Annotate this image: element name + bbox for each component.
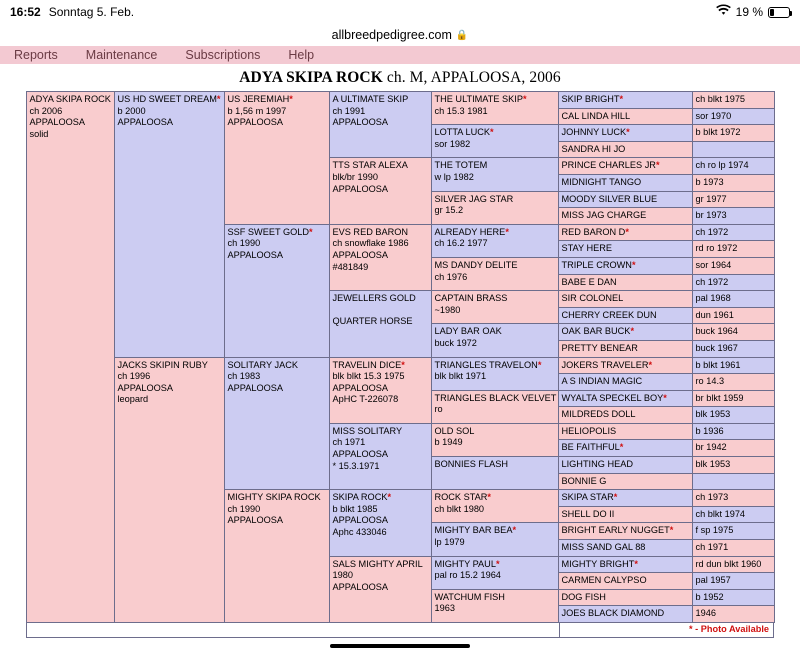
gen7-cell[interactable] [692, 556, 774, 573]
horse-detail-line: ch 1972 [695, 276, 729, 287]
horse-name[interactable]: MISS SOLITARY [332, 425, 403, 436]
horse-name[interactable]: SILVER JAG STAR [434, 193, 514, 204]
horse-name[interactable]: JEWELLERS GOLD [332, 293, 416, 304]
gen5-cell[interactable] [431, 357, 558, 390]
gen5-cell[interactable] [431, 125, 558, 158]
horse-detail-line: gr 1977 [695, 193, 727, 204]
horse-detail-line: ApHC T-226078 [332, 394, 399, 405]
gen5-cell[interactable] [431, 523, 558, 556]
status-time: 16:52 [10, 5, 41, 19]
horse-detail-line: b blkt 1961 [695, 359, 741, 370]
horse-detail-line: sor 1964 [695, 259, 732, 270]
horse-detail-line: b blkt 1972 [695, 127, 741, 138]
photo-available-star: * [655, 160, 660, 171]
gen6-cell[interactable] [558, 224, 692, 241]
gen6-cell[interactable] [558, 556, 692, 573]
gen6-cell[interactable] [558, 324, 692, 341]
horse-detail-line: APPALOOSA [332, 249, 388, 260]
nav-item-subscriptions[interactable]: Subscriptions [185, 48, 261, 62]
horse-detail-line: ro 14.3 [695, 376, 725, 387]
horse-detail-line: ch blkt 1974 [695, 508, 746, 519]
horse-detail-line [435, 471, 555, 482]
horse-detail-line: rd ro 1972 [695, 243, 738, 254]
gen6-cell[interactable] [558, 257, 692, 274]
horse-detail-line: ch 1990 [227, 503, 261, 514]
horse-detail-line: b 2000 [117, 105, 146, 116]
horse-detail-line: w lp 1982 [434, 171, 474, 182]
gen6-cell[interactable] [558, 440, 692, 457]
gen4-cell[interactable] [329, 291, 431, 357]
gen7-cell[interactable] [692, 523, 774, 540]
photo-available-star: * [625, 226, 629, 237]
horse-name[interactable]: US HD SWEET DREAM* [117, 94, 221, 104]
gen7-cell[interactable] [692, 241, 774, 258]
horse-detail-line: APPALOOSA [117, 117, 173, 128]
gen7-cell[interactable] [692, 108, 774, 125]
horse-detail-line: lp 1979 [434, 537, 465, 548]
gen6-cell[interactable] [558, 490, 692, 507]
photo-available-star: * [512, 525, 517, 536]
gen6-cell[interactable] [558, 208, 692, 225]
horse-detail-line: APPALOOSA [29, 117, 85, 128]
horse-name[interactable]: BONNIE G [561, 475, 607, 486]
gen7-cell[interactable] [692, 506, 774, 523]
horse-detail-line: leopard [117, 394, 149, 405]
horse-name[interactable]: MIDNIGHT TANGO [561, 176, 642, 187]
gen7-cell[interactable] [692, 174, 774, 191]
gen7-cell[interactable] [692, 374, 774, 391]
horse-name[interactable]: ALREADY HERE* [434, 226, 509, 237]
horse-name[interactable]: TRIANGLES BLACK VELVET [434, 392, 557, 403]
horse-detail-line: br blkt 1959 [695, 392, 744, 403]
gen6-cell[interactable] [558, 573, 692, 590]
gen6-cell[interactable] [558, 92, 692, 109]
gen6-cell[interactable] [558, 540, 692, 557]
horse-name[interactable]: SKIP BRIGHT* [561, 94, 624, 104]
gen4-cell[interactable] [329, 556, 431, 622]
horse-name[interactable]: SOLITARY JACK [227, 359, 298, 370]
horse-name[interactable]: MOODY SILVER BLUE [561, 193, 658, 204]
gen7-cell[interactable] [692, 158, 774, 175]
horse-detail-line: ch 1972 [695, 226, 729, 237]
subject-cell[interactable] [26, 92, 114, 623]
gen6-cell[interactable] [558, 473, 692, 490]
horse-detail-line: APPALOOSA [332, 515, 388, 526]
gen4-cell[interactable] [329, 490, 431, 556]
gen5-cell[interactable] [431, 457, 558, 490]
horse-detail-line: ch 1971 [695, 542, 729, 553]
horse-detail-line: APPALOOSA [117, 382, 173, 393]
gen7-cell[interactable] [692, 357, 774, 374]
gen6-cell[interactable] [558, 407, 692, 424]
gen4-cell[interactable] [329, 158, 431, 224]
gen6-cell[interactable] [558, 589, 692, 606]
horse-detail-line: pal ro 15.2 1964 [434, 570, 501, 581]
horse-detail-line: b blkt 1985 [332, 503, 378, 514]
horse-detail-line: blk blkt 15.3 1975 [332, 371, 405, 382]
horse-detail-line: solid [29, 128, 49, 139]
gen6-cell[interactable] [558, 274, 692, 291]
horse-detail-line: sor 1970 [695, 110, 732, 121]
horse-detail-line: APPALOOSA [227, 515, 283, 526]
horse-detail-line: 1980 [332, 570, 353, 581]
gen7-cell[interactable] [692, 125, 774, 142]
horse-detail-line: ch 1976 [434, 271, 468, 282]
pedigree-footer [26, 623, 774, 638]
horse-detail-line: pal 1957 [695, 575, 731, 586]
gen2-cell[interactable] [114, 92, 224, 358]
photo-available-star: * [289, 94, 293, 104]
horse-detail-line: sor 1982 [434, 138, 471, 149]
horse-name[interactable]: MISS SAND GAL 88 [561, 542, 646, 553]
photo-available-star: * [487, 492, 491, 503]
gen6-cell[interactable] [558, 307, 692, 324]
gen6-cell[interactable] [558, 390, 692, 407]
gen7-cell[interactable] [692, 307, 774, 324]
horse-detail-line: ch 1983 [227, 371, 261, 382]
photo-available-star: * [631, 259, 636, 270]
horse-detail-line: b 1949 [434, 437, 463, 448]
horse-name[interactable]: MIGHTY BRIGHT* [561, 558, 638, 569]
horse-name[interactable]: ROCK STAR* [434, 492, 491, 503]
horse-name[interactable]: SALS MIGHTY APRIL [332, 558, 423, 569]
gen3-cell[interactable] [224, 490, 329, 623]
horse-name[interactable]: SSF SWEET GOLD* [227, 226, 313, 237]
gen7-cell[interactable] [692, 423, 774, 440]
gen5-cell[interactable] [431, 423, 558, 456]
horse-name[interactable]: BONNIES FLASH [434, 459, 509, 470]
gen5-cell[interactable] [431, 158, 558, 191]
status-bar [0, 0, 800, 24]
browser-address-bar[interactable] [0, 24, 800, 46]
pedigree-table [26, 91, 775, 623]
horse-detail-line: pal 1968 [695, 293, 731, 304]
subject-horse-name[interactable]: ADYA SKIPA ROCK [29, 94, 111, 104]
horse-name[interactable]: TRAVELIN DICE* [332, 359, 405, 370]
horse-detail-line: APPALOOSA [332, 382, 388, 393]
gen5-cell[interactable] [431, 490, 558, 523]
horse-detail-line: * 15.3.1971 [332, 460, 380, 471]
gen7-cell[interactable] [692, 606, 774, 623]
gen6-cell[interactable] [558, 241, 692, 258]
wifi-icon [716, 5, 731, 19]
horse-detail-line: ch 1990 [227, 238, 261, 249]
horse-detail-line: ch snowflake 1986 [332, 238, 409, 249]
gen6-cell[interactable] [558, 191, 692, 208]
photo-available-star: * [648, 359, 653, 370]
horse-name[interactable]: STAY HERE [561, 243, 613, 254]
gen7-cell[interactable] [692, 490, 774, 507]
horse-name[interactable]: BE FAITHFUL* [561, 442, 624, 453]
horse-name[interactable]: THE TOTEM [434, 160, 488, 171]
gen7-cell[interactable] [692, 291, 774, 308]
horse-detail-line: ch 1971 [332, 437, 366, 448]
horse-name[interactable]: WATCHUM FISH [434, 591, 505, 602]
horse-detail-line: buck 1967 [695, 342, 738, 353]
horse-name[interactable]: JOKERS TRAVELER* [561, 359, 653, 370]
photo-available-star: * [619, 94, 624, 104]
horse-name[interactable]: SKIPA ROCK* [332, 492, 392, 503]
photo-available-star: * [505, 226, 509, 237]
gen6-cell[interactable] [558, 141, 692, 158]
gen7-cell[interactable] [692, 274, 774, 291]
gen7-cell[interactable] [692, 324, 774, 341]
horse-detail-line: dun 1961 [695, 309, 734, 320]
status-date: Sonntag 5. Feb. [48, 5, 135, 19]
gen3-cell[interactable] [224, 357, 329, 490]
horse-name[interactable]: JOHNNY LUCK* [561, 127, 630, 138]
horse-name[interactable]: WYALTA SPECKEL BOY* [561, 392, 667, 403]
horse-name[interactable]: HELIOPOLIS [561, 425, 617, 436]
photo-available-star: * [630, 326, 635, 337]
site-nav-bar[interactable] [0, 46, 800, 64]
battery-icon [768, 7, 790, 18]
horse-name[interactable]: LADY BAR OAK [434, 326, 502, 337]
horse-detail-line: APPALOOSA [227, 249, 283, 260]
gen4-cell[interactable] [329, 423, 431, 489]
gen6-cell[interactable] [558, 606, 692, 623]
gen7-cell[interactable] [692, 257, 774, 274]
horse-detail-line: ch 1996 [117, 371, 151, 382]
horse-detail-line: ch 1991 [332, 105, 366, 116]
horse-name[interactable]: SIR COLONEL [561, 293, 624, 304]
horse-detail-line: QUARTER HORSE [332, 315, 413, 326]
horse-name[interactable]: MIGHTY PAUL* [434, 558, 500, 569]
horse-name[interactable]: THE ULTIMATE SKIP* [434, 94, 527, 104]
nav-item-help[interactable]: Help [288, 48, 315, 62]
photo-available-star: * [537, 359, 542, 370]
gen3-cell[interactable] [224, 224, 329, 357]
gen5-cell[interactable] [431, 390, 558, 423]
horse-name[interactable]: TTS STAR ALEXA [332, 160, 408, 171]
gen3-cell[interactable] [224, 92, 329, 225]
gen7-cell[interactable] [692, 589, 774, 606]
gen5-cell[interactable] [431, 257, 558, 290]
photo-available-star: * [619, 442, 624, 453]
horse-detail-line: APPALOOSA [332, 183, 388, 194]
horse-name[interactable]: LIGHTING HEAD [561, 459, 633, 470]
footer-left-blank [27, 623, 560, 637]
horse-name[interactable]: CAL LINDA HILL [561, 110, 631, 121]
horse-detail-line: f sp 1975 [695, 525, 734, 536]
horse-name[interactable]: BRIGHT EARLY NUGGET* [561, 525, 674, 536]
horse-name[interactable]: BABE E DAN [561, 276, 617, 287]
photo-available-star: * [489, 127, 494, 138]
horse-detail-line: ch 15.3 1981 [434, 105, 488, 116]
gen5-cell[interactable] [431, 92, 558, 125]
horse-name[interactable]: OAK BAR BUCK* [561, 326, 635, 337]
horse-detail-line: gr 15.2 [434, 205, 464, 216]
photo-available-note: * - Photo Available [689, 624, 769, 634]
horse-detail-line [333, 305, 428, 316]
horse-detail-line: Aphc 433046 [332, 527, 387, 538]
gen6-cell[interactable] [558, 108, 692, 125]
photo-available-star: * [522, 94, 527, 104]
gen5-cell[interactable] [431, 589, 558, 622]
horse-detail-line: ~1980 [434, 304, 461, 315]
horse-detail-line: ch 2006 [29, 105, 63, 116]
horse-detail-line: blk/br 1990 [332, 171, 378, 182]
gen7-cell[interactable] [692, 407, 774, 424]
horse-name[interactable]: DOG FISH [561, 591, 606, 602]
gen7-cell[interactable] [692, 457, 774, 474]
horse-detail-line: rd dun blkt 1960 [695, 558, 762, 569]
horse-detail-line: ch 16.2 1977 [434, 238, 488, 249]
gen6-cell[interactable] [558, 158, 692, 175]
horse-detail-line: ch 1973 [695, 492, 729, 503]
horse-detail-line: blk blkt 1971 [434, 371, 487, 382]
horse-detail-line: br 1973 [695, 210, 727, 221]
horse-detail-line: APPALOOSA [227, 117, 283, 128]
horse-detail-line: ro [434, 404, 443, 415]
horse-detail-line: b 1,56 m 1997 [227, 105, 287, 116]
horse-name[interactable]: PRINCE CHARLES JR* [561, 160, 660, 171]
horse-detail-line: ch ro lp 1974 [695, 160, 749, 171]
horse-name[interactable]: SHELL DO II [561, 508, 615, 519]
page-title-detail: ch. M, APPALOOSA, 2006 [386, 69, 561, 86]
gen6-cell[interactable] [558, 457, 692, 474]
horse-name[interactable]: SKIPA STAR* [561, 492, 618, 503]
horse-name[interactable]: RED BARON D* [561, 226, 629, 237]
horse-detail-line: blk 1953 [695, 459, 731, 470]
horse-name[interactable]: A ULTIMATE SKIP [332, 94, 409, 104]
horse-name[interactable]: JOES BLACK DIAMOND [561, 608, 665, 619]
gen7-cell[interactable] [692, 141, 774, 158]
nav-item-maintenance[interactable]: Maintenance [85, 48, 158, 62]
photo-available-star: * [663, 392, 667, 403]
gen7-cell[interactable] [692, 540, 774, 557]
horse-name[interactable]: EVS RED BARON [332, 226, 409, 237]
horse-detail-line: blk 1953 [695, 409, 731, 420]
horse-name[interactable]: CARMEN CALYPSO [561, 575, 647, 586]
gen7-cell[interactable] [692, 573, 774, 590]
photo-available-star: * [309, 226, 313, 237]
horse-name[interactable]: TRIPLE CROWN* [561, 259, 636, 270]
gen5-cell[interactable] [431, 556, 558, 589]
horse-detail-line: APPALOOSA [227, 382, 283, 393]
horse-detail-line: ch blkt 1975 [695, 94, 746, 104]
gen7-cell[interactable] [692, 440, 774, 457]
horse-detail-line: 1946 [695, 608, 716, 619]
horse-name[interactable]: JACKS SKIPIN RUBY [117, 359, 208, 370]
photo-available-star: * [626, 127, 630, 138]
horse-detail-line: APPALOOSA [332, 449, 388, 460]
horse-detail-line: buck 1972 [434, 337, 477, 348]
photo-available-star: * [387, 492, 392, 503]
horse-name[interactable]: US JEREMIAH* [227, 94, 293, 104]
photo-available-star: * [634, 558, 638, 569]
horse-name[interactable]: MILDREDS DOLL [561, 409, 636, 420]
gen6-cell[interactable] [558, 340, 692, 357]
horse-name[interactable]: TRIANGLES TRAVELON* [434, 359, 542, 370]
horse-detail-line: b 1973 [695, 176, 724, 187]
gen6-cell[interactable] [558, 423, 692, 440]
gen5-cell[interactable] [431, 191, 558, 224]
horse-detail-line: b 1936 [695, 425, 724, 436]
horse-name[interactable]: A S INDIAN MAGIC [561, 376, 643, 387]
gen7-cell[interactable] [692, 191, 774, 208]
page-title [0, 64, 800, 91]
pedigree-page [0, 64, 800, 648]
gen6-cell[interactable] [558, 357, 692, 374]
gen6-cell[interactable] [558, 125, 692, 142]
page-title-name: ADYA SKIPA ROCK [239, 69, 383, 86]
horse-name[interactable]: LOTTA LUCK* [434, 127, 494, 138]
battery-percent-label: 19 % [735, 5, 763, 19]
gen7-cell[interactable] [692, 92, 774, 109]
horse-name[interactable]: OLD SOL [434, 425, 475, 436]
lock-icon: 🔒 [455, 29, 469, 41]
gen5-cell[interactable] [431, 224, 558, 257]
horse-name[interactable]: CHERRY CREEK DUN [561, 309, 657, 320]
horse-detail-line: #481849 [332, 261, 369, 272]
nav-item-reports[interactable]: Reports [14, 48, 58, 62]
photo-available-star: * [401, 359, 405, 370]
gen6-cell[interactable] [558, 506, 692, 523]
horse-name[interactable]: MS DANDY DELITE [434, 259, 518, 270]
horse-detail-line: buck 1964 [695, 326, 738, 337]
gen2-cell[interactable] [114, 357, 224, 623]
horse-name[interactable]: CAPTAIN BRASS [434, 293, 508, 304]
gen4-cell[interactable] [329, 92, 431, 158]
pedigree-row [26, 357, 774, 374]
gen5-cell[interactable] [431, 291, 558, 324]
horse-detail-line: br 1942 [695, 442, 727, 453]
horse-name[interactable]: SANDRA HI JO [561, 143, 626, 154]
gen6-cell[interactable] [558, 174, 692, 191]
gen4-cell[interactable] [329, 357, 431, 423]
gen4-cell[interactable] [329, 224, 431, 290]
home-indicator [330, 644, 470, 648]
horse-detail-line: APPALOOSA [332, 581, 388, 592]
gen6-cell[interactable] [558, 374, 692, 391]
gen7-cell[interactable] [692, 473, 774, 490]
gen7-cell[interactable] [692, 340, 774, 357]
horse-detail-line: APPALOOSA [332, 117, 388, 128]
gen7-cell[interactable] [692, 208, 774, 225]
gen6-cell[interactable] [558, 291, 692, 308]
horse-detail-line: 1963 [434, 603, 455, 614]
photo-available-star: * [669, 525, 674, 536]
horse-name[interactable]: MISS JAG CHARGE [561, 210, 647, 221]
gen7-cell[interactable] [692, 224, 774, 241]
gen6-cell[interactable] [558, 523, 692, 540]
horse-detail-line: ch blkt 1980 [434, 503, 485, 514]
horse-name[interactable]: MIGHTY SKIPA ROCK [227, 492, 321, 503]
horse-name[interactable]: MIGHTY BAR BEA* [434, 525, 517, 536]
horse-detail-line: b 1952 [695, 591, 724, 602]
url-text[interactable]: allbreedpedigree.com [331, 28, 452, 42]
gen7-cell[interactable] [692, 390, 774, 407]
gen5-cell[interactable] [431, 324, 558, 357]
photo-available-star: * [216, 94, 221, 104]
pedigree-row [26, 92, 774, 109]
photo-available-star: * [613, 492, 618, 503]
photo-available-star: * [495, 558, 500, 569]
horse-name[interactable]: PRETTY BENEAR [561, 342, 638, 353]
